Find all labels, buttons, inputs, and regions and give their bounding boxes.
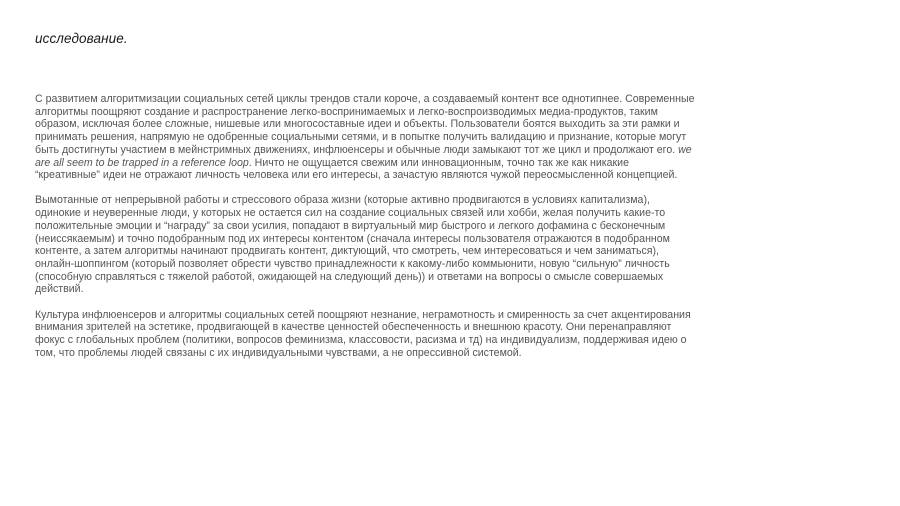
paragraph-1-italic-quote: we are all seem to be trapped in a reference loop [35,143,692,169]
paragraph-1 [35,93,695,182]
paragraph-2: Вымотанные от непрерывной работы и стрессового образа жизни (которые активно продвигаются в условиях капитализма), одинокие и неуверенные люди, у которых не остается сил на создание социальных связей или хобби, желая получить какие-то положительные эмоции и “награду” за свои усилия, попадают в виртуальный мир быстрого и легкого дофамина с бесконечным (неиссякаемым) и точно подобранным под их интересы контентом (сначала интересы пользователя отражаются в подобранном контенте, а затем алгоритмы начинают продвигать контент, диктующий, что смотреть, чем интересоваться и чем заниматься), онлайн-шоппингом (который позволяет обрести чувство принадлежности к какому-либо коммьюнити, новую “сильную” личность (способную справляться с тяжелой работой, ожидающей на следующий день)) и ответами на вопросы о смысле совершаемых действий. [35,194,670,296]
paragraph-1-text-end: . Ничто не ощущается свежим или инновационным, точно так же как никакие “креативные” идеи не отражают личность человека или его интересы, а зачастую являются чужой переосмысленной концепцией. [35,156,678,182]
section-heading: исследование. [35,31,128,46]
paragraph-1-text-start: С развитием алгоритмизации социальных сетей циклы трендов стали короче, а создаваемый контент все однотипнее. Современные алгоритмы поощряют создание и распространение легко-воспринимаемых и легко-воспроизводимых медиа-продуктов, таким образом, исключая более сложные, нишевые или многосоставные идеи и объекты. Пользователи боятся выходить за эти рамки и принимать решения, напрямую не одобренные социальными сетями, и в попытке получить валидацию и признание, которые могут быть достигнуты участием в мейнстримных движениях, инфлюенсеры и обычные люди замыкают тот же цикл и продолжают его. [35,93,695,156]
text-body [35,93,695,372]
paragraph-3: Культура инфлюенсеров и алгоритмы социальных сетей поощряют незнание, неграмотность и смиренность за счет акцентирования внимания зрителей на эстетике, продвигающей в качестве ценностей обеспеченность и внешнюю красоту. Они перенаправляют фокус с глобальных проблем (политики, вопросов феминизма, классовости, расизма и тд) на индивидуализм, поддерживая идею о том, что проблемы людей связаны с их индивидуальными чувствами, а не опрессивной системой. [35,308,691,359]
